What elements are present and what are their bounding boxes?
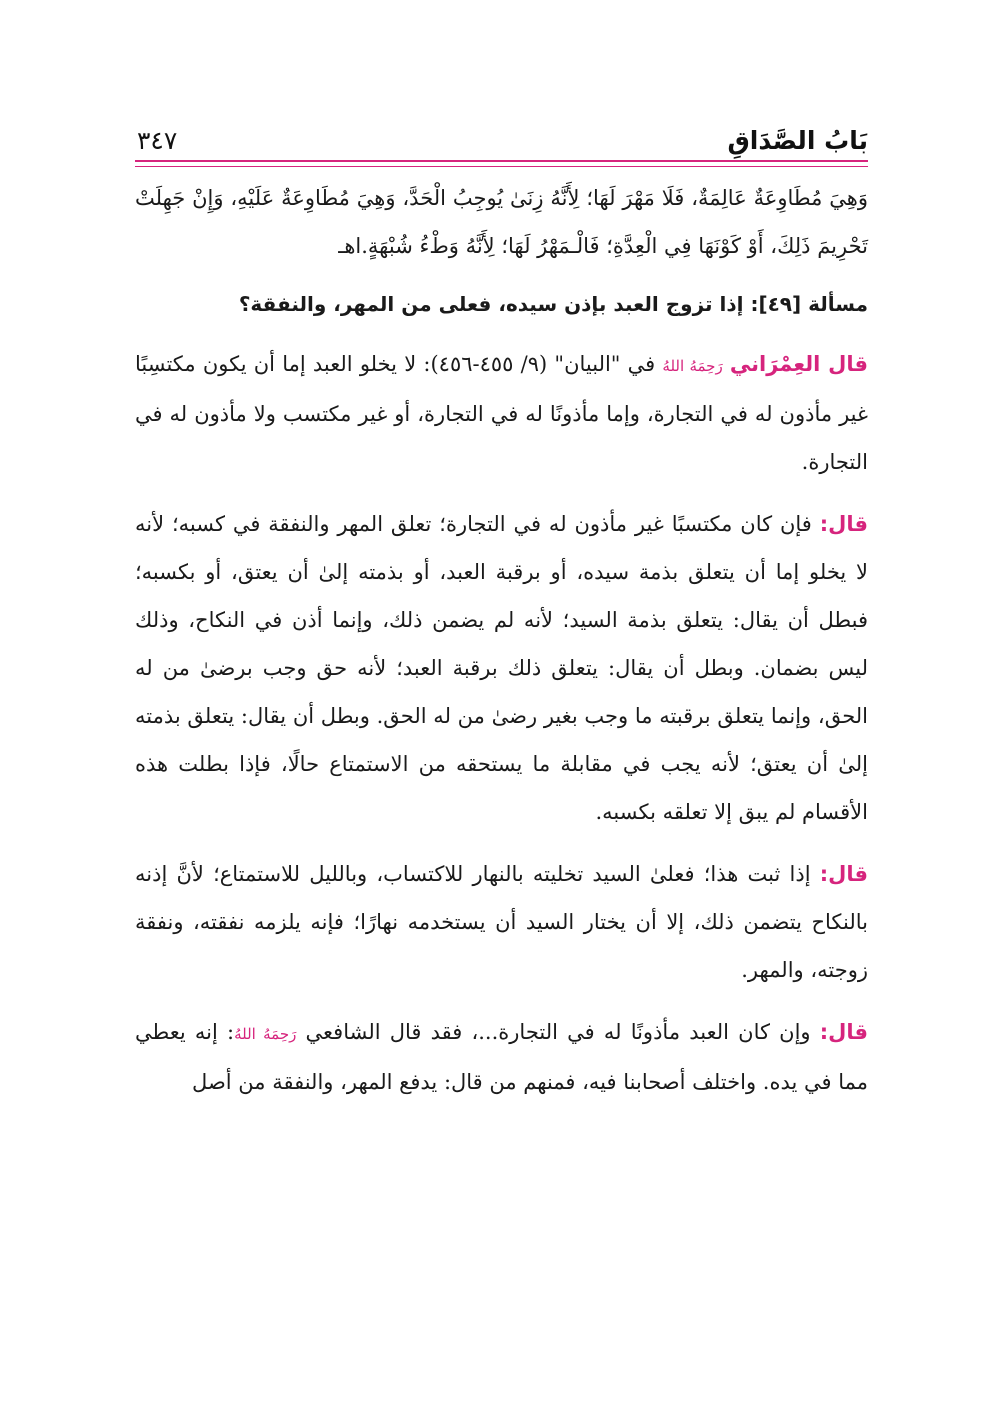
- paragraph-text: : إنه يعطي مما في يده. واختلف أصحابنا فيه، فمنهم من قال: يدفع المهر، والنفقة من أصل: [135, 1020, 868, 1094]
- header-rule-thin: [135, 166, 868, 167]
- page-header: [135, 118, 868, 170]
- paragraph-text: في "البيان" (٩/ ٤٥٥-٤٥٦): لا يخلو العبد إما أن يكون مكتسِبًا غير مأذون له في التجارة، وإما مأذونًا له في التجارة، أو غير مكتسب ولا مأذون له في التجارة.: [135, 352, 868, 474]
- paragraph-text: وإن كان العبد مأذونًا له في التجارة...، فقد قال الشافعي: [296, 1020, 820, 1044]
- paragraph-qala-3: [135, 1008, 868, 1106]
- paragraph-qala-2: [135, 850, 868, 994]
- page-number: ٣٤٧: [137, 126, 178, 155]
- speaker-label: قال:: [819, 1020, 868, 1044]
- issue-heading: مسألة [٤٩]: إذا تزوج العبد بإذن سيده، فعلى من المهر، والنفقة؟: [238, 292, 868, 316]
- page-content: [135, 174, 868, 1120]
- quoted-passage: وَهِيَ مُطَاوِعَةٌ عَالِمَةٌ، فَلَا مَهْرَ لَهَا؛ لِأَنَّهُ زِنَىٰ يُوجِبُ الْحَدَّ، وَهِيَ مُطَاوِعَةٌ عَلَيْهِ، وَإِنْ جَهِلَتْ تَحْرِيمَ ذَلِكَ، أَوْ كَوْنَهَا فِي الْعِدَّةِ؛ فَالْـمَهْرُ لَهَا؛ لِأَنَّهُ وَطْءُ شُبْهَةٍ.اهـ: [135, 186, 868, 258]
- paragraph-text: فإن كان مكتسبًا غير مأذون له في التجارة؛ تعلق المهر والنفقة في كسبه؛ لأنه لا يخلو إما أن يتعلق بذمة سيده، أو برقبة العبد، أو بذمته إلىٰ أن يعتق، أو بكسبه؛ فبطل أن يقال: يتعلق بذمة السيد؛ لأنه لم يضمن ذلك، وإنما أذن في النكاح، وذلك ليس بضمان. وبطل أن يقال: يتعلق ذلك برقبة العبد؛ لأنه حق وجب برضىٰ من له الحق، وإنما يتعلق برقبته ما وجب بغير رضىٰ من له الحق. وبطل أن يقال: يتعلق بذمته إلىٰ أن يعتق؛ لأنه يجب في مقابلة ما يستحقه من الاستمتاع حالًا، فإذا بطلت هذه الأقسام لم يبق إلا تعلقه بكسبه.: [135, 512, 868, 824]
- chapter-title: بَابُ الصَّدَاقِ: [727, 126, 868, 155]
- header-rule-thick: [135, 160, 868, 162]
- speaker-label: قال:: [819, 512, 868, 536]
- honorific-mark: رَحِمَهُ اللهُ: [234, 1025, 297, 1043]
- honorific-mark: رَحِمَهُ اللهُ: [662, 357, 723, 375]
- speaker-label: قال:: [819, 862, 868, 886]
- speaker-label: قال العِمْرَاني: [729, 352, 869, 376]
- paragraph-imrani: [135, 340, 868, 486]
- paragraph-qala-1: [135, 500, 868, 836]
- paragraph-text: إذا ثبت هذا؛ فعلىٰ السيد تخليته بالنهار للاكتساب، وبالليل للاستمتاع؛ لأنَّ إذنه بالنكاح يتضمن ذلك، إلا أن يختار السيد أن يستخدمه نهارًا؛ فإنه يلزمه نفقته، ونفقة زوجته، والمهر.: [135, 862, 868, 982]
